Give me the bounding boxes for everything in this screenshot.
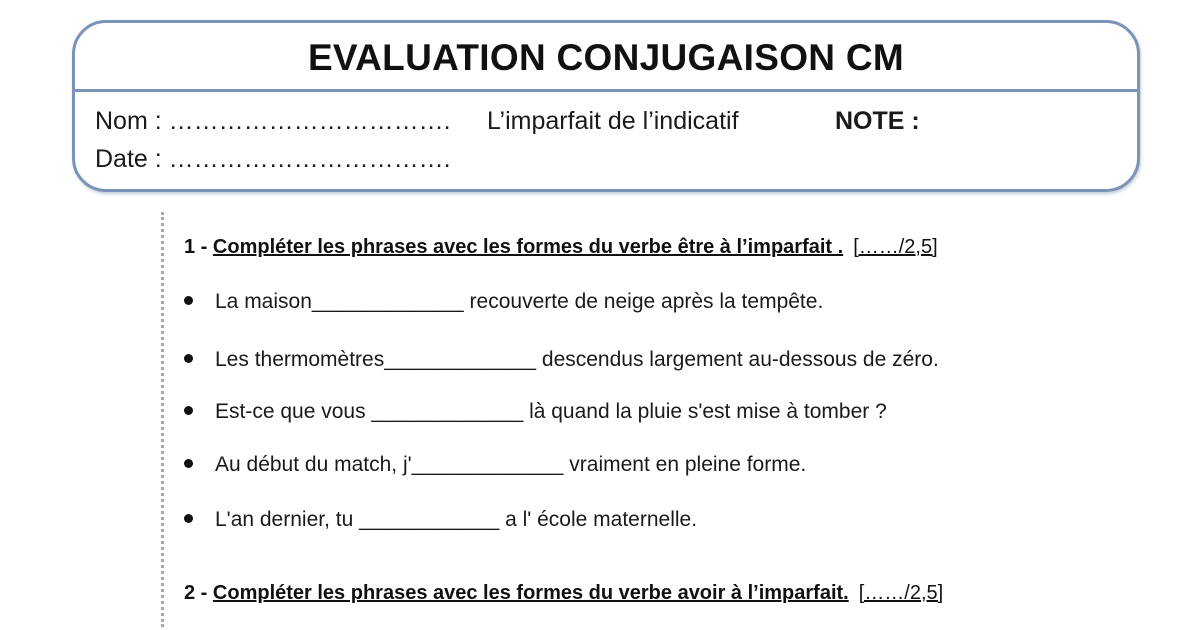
sentence-text: Au début du match, j'_____________ vraiment en pleine forme. <box>215 453 807 476</box>
sentence-text: L'an dernier, tu ____________ a l' école maternelle. <box>215 508 698 531</box>
topic-label: L’imparfait de l’indicatif <box>487 107 739 135</box>
exercise-2-title <box>184 582 943 605</box>
exercise-number: 2 - <box>184 582 213 604</box>
bullet-icon <box>184 406 193 415</box>
header-box <box>72 20 1140 192</box>
exercise-number: 1 - <box>184 236 213 258</box>
list-item <box>184 400 887 424</box>
sentence-text: La maison_____________ recouverte de neige après la tempête. <box>215 290 824 313</box>
date-field-label: Date : ……………………………. <box>95 145 451 173</box>
list-item <box>184 348 939 372</box>
exercise-1-title <box>184 236 938 259</box>
sentence-text: Est-ce que vous _____________ là quand la pluie s'est mise à tomber ? <box>215 400 887 423</box>
list-item <box>184 453 806 477</box>
dotted-margin-line <box>161 212 164 627</box>
exercise-instruction: Compléter les phrases avec les formes du verbe avoir à l’imparfait. <box>212 582 849 604</box>
page-title: EVALUATION CONJUGAISON CM <box>307 37 905 78</box>
note-label: NOTE : <box>835 107 920 135</box>
bullet-icon <box>184 296 193 305</box>
bullet-icon <box>184 354 193 363</box>
bullet-icon <box>184 514 193 523</box>
list-item <box>184 508 697 532</box>
header-divider <box>75 89 1137 92</box>
exercise-score: [……/2,5] <box>858 582 944 604</box>
exercise-score: [……/2,5] <box>853 236 938 258</box>
sentence-text: Les thermomètres_____________ descendus largement au-dessous de zéro. <box>215 348 939 371</box>
exercise-instruction: Compléter les phrases avec les formes du verbe être à l’imparfait . <box>212 236 844 258</box>
name-field-label: Nom : ……………………………. <box>95 107 451 135</box>
list-item <box>184 290 823 314</box>
bullet-icon <box>184 459 193 468</box>
